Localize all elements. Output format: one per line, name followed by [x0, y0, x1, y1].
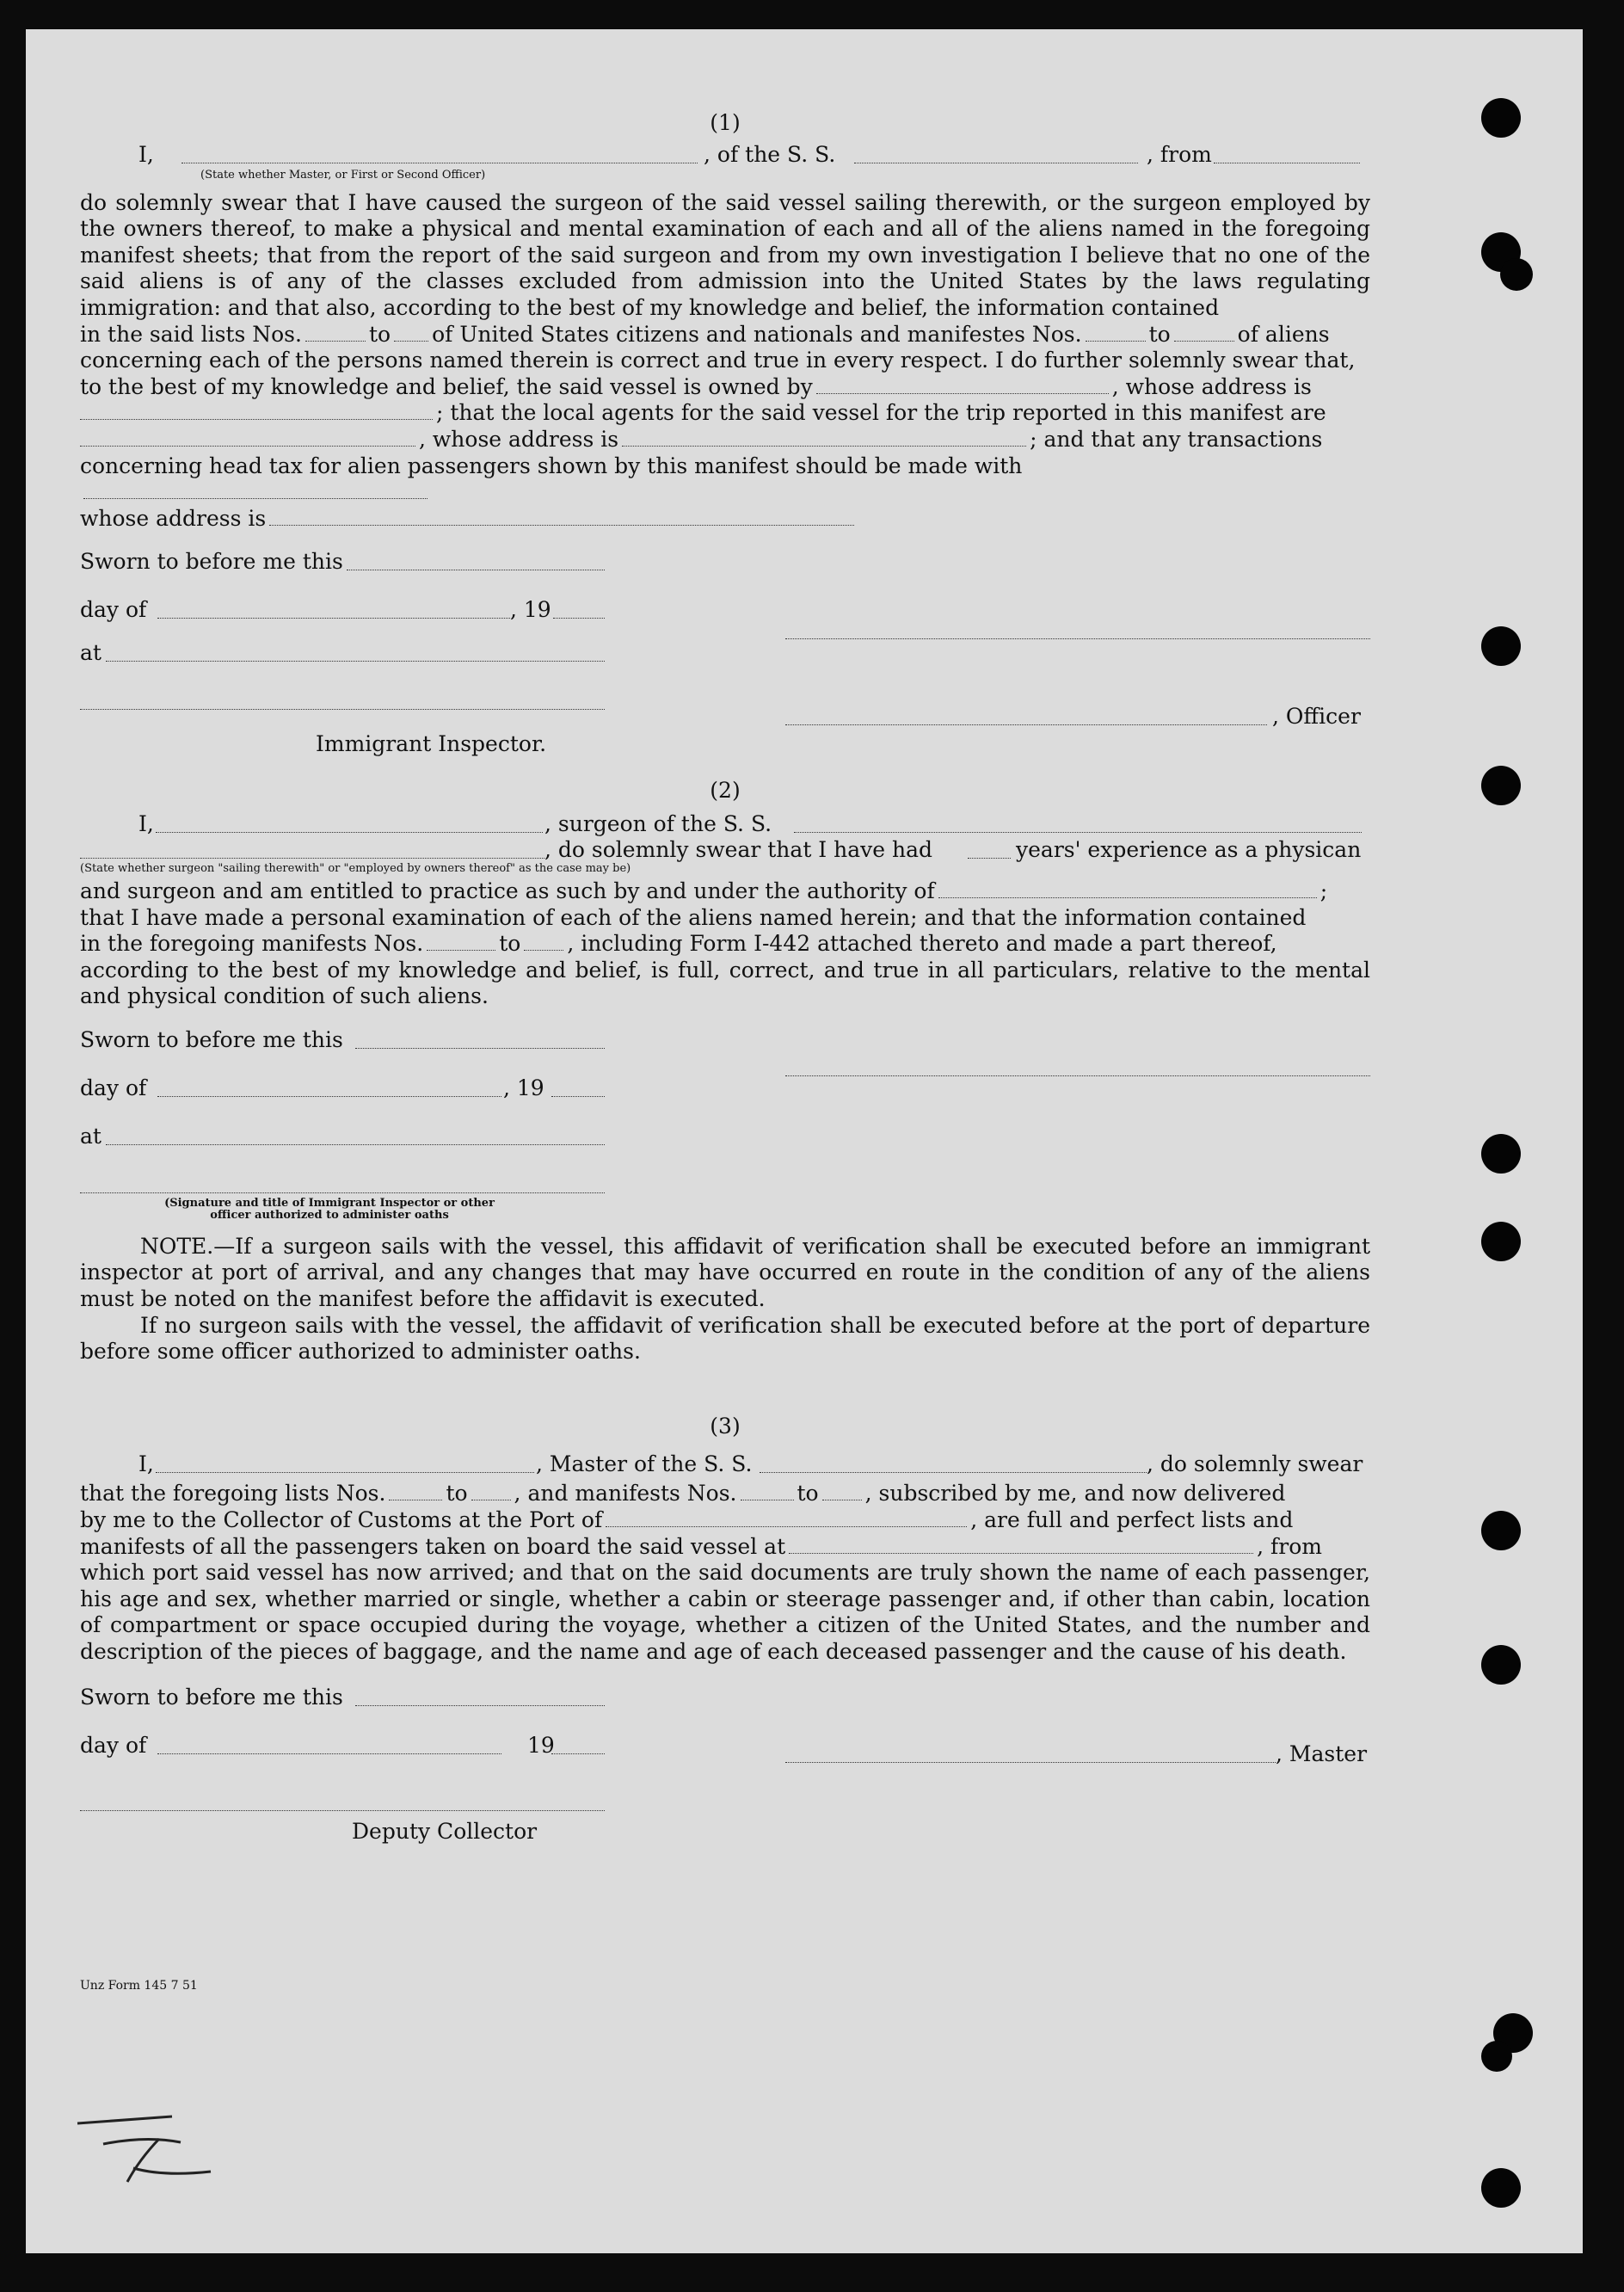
surgeon-paragraph: that I have made a personal examination of each of the aliens named herein; and that the information contained — [80, 904, 1307, 930]
binder-hole — [1481, 2041, 1512, 2072]
sworn-month-field[interactable] — [157, 597, 510, 619]
ship-name-field-2[interactable] — [794, 811, 1362, 833]
sworn-label: Sworn to before me this — [80, 1684, 343, 1710]
sworn-year-field[interactable] — [553, 597, 605, 619]
year-label: , 19 — [503, 1075, 544, 1100]
list-from-field[interactable] — [305, 322, 366, 342]
collector-signature-line[interactable] — [80, 1790, 605, 1811]
manifest-to-field[interactable] — [1174, 322, 1234, 342]
oath-lead: I, — [138, 810, 154, 836]
years-field[interactable] — [968, 837, 1011, 859]
inspector-signature-line[interactable] — [80, 688, 605, 710]
owner-field[interactable] — [816, 374, 1109, 394]
year-label: , 19 — [510, 597, 551, 623]
list-to-field-3[interactable] — [471, 1481, 511, 1500]
headtax-address-field[interactable] — [269, 506, 854, 526]
sworn-day-field-2[interactable] — [355, 1027, 605, 1049]
manifest-to-field-2[interactable] — [524, 931, 563, 951]
sworn-place-field-2[interactable] — [106, 1124, 605, 1145]
agents-field[interactable] — [80, 427, 415, 447]
binder-hole — [1481, 2168, 1521, 2208]
sworn-month-field-3[interactable] — [157, 1733, 501, 1754]
binder-hole — [1481, 1645, 1521, 1685]
collector-line: by me to the Collector of Customs at the Port of , are full and perfect lists and — [80, 1507, 1294, 1533]
master-signature-line[interactable] — [785, 1741, 1276, 1763]
embark-port-field[interactable] — [789, 1534, 1253, 1554]
authority-field[interactable] — [938, 878, 1317, 898]
ship-name-field[interactable] — [854, 142, 1138, 163]
officer-rank-note: (State whether Master, or First or Second Officer) — [200, 168, 486, 182]
sworn-day-field[interactable] — [347, 549, 605, 570]
sworn-day-field-3[interactable] — [355, 1685, 605, 1706]
headtax-address-line: whose address is — [80, 506, 1370, 533]
from-label: , from — [1147, 141, 1212, 167]
of-ship-label: , of the S. S. — [704, 141, 836, 167]
binder-hole — [1481, 98, 1521, 138]
surgeon-signature-line[interactable] — [785, 1055, 1370, 1076]
signature-note: (Signature and title of Immigrant Inspector or other officer authorized to administer oaths — [164, 1196, 495, 1222]
from-port-field[interactable] — [1214, 142, 1360, 163]
manifest-from-field-3[interactable] — [741, 1481, 794, 1500]
binder-hole — [1481, 766, 1521, 805]
sworn-place-field[interactable] — [106, 640, 605, 662]
pen-mark — [69, 2108, 232, 2194]
sworn-year-field-3[interactable] — [551, 1733, 605, 1754]
inspector-label: Immigrant Inspector. — [316, 731, 547, 757]
surgeon-of-label: , surgeon of the S. S. — [544, 810, 772, 836]
swear-label: , do solemnly swear that I have had — [544, 836, 933, 862]
owner-line: to the best of my knowledge and belief, the said vessel is owned by , whose address is — [80, 373, 1312, 399]
sworn-label: Sworn to before me this — [80, 549, 343, 575]
binder-hole — [1481, 626, 1521, 666]
agents-line: ; that the local agents for the said vessel for the trip reported in this manifest are — [80, 400, 1370, 427]
headtax-line: concerning head tax for alien passengers shown by this manifest should be made with — [80, 453, 1370, 506]
surgeon-status-note: (State whether surgeon "sailing therewith" or "employed by owners thereof" as the case may be) — [80, 861, 631, 875]
master-name-field[interactable] — [156, 1451, 534, 1473]
day-of-label: day of — [80, 1732, 147, 1758]
binder-hole — [1481, 1222, 1521, 1261]
agents-address-line: , whose address is ; and that any transactions — [80, 427, 1370, 453]
years-label: years' experience as a physican — [1016, 836, 1362, 862]
oath-lead: I, — [138, 1451, 154, 1477]
surgeon-name-field[interactable] — [156, 811, 543, 833]
binder-hole — [1481, 1511, 1521, 1550]
oath-paragraph: do solemnly swear that I have caused the surgeon of the said vessel sailing therewith, or the surgeon employed by the owners thereof, to make a physical and mental examination of each and all of the aliens named in the foregoing manifest sheets; that from the report of the said surgeon and from my own investigation I believe that no one of the said aliens is of any of the classes excluded from admission into the United States by the laws regulating immigration: and that also, according to the best of my knowledge and belief, the information contained — [80, 189, 1370, 320]
list-to-field[interactable] — [394, 322, 428, 342]
year-label: 19 — [527, 1732, 555, 1758]
agents-address-field[interactable] — [622, 427, 1026, 447]
day-of-label: day of — [80, 1075, 147, 1100]
embark-line: manifests of all the passengers taken on board the said vessel at , from — [80, 1533, 1322, 1559]
binder-hole — [1500, 258, 1533, 291]
note-paragraph: NOTE.—If a surgeon sails with the vessel, this affidavit of verification shall be executed before an immigrant inspector at port of arrival, and any changes that may have occurred en route in the condition of any of the aliens must be noted on the manifest before the affidavit is executed. — [80, 1233, 1370, 1312]
lists-line: in the said lists Nos. to of United States citizens and nationals and manifestes Nos. to of aliens — [80, 321, 1330, 347]
headtax-contact-field[interactable] — [83, 479, 428, 499]
sworn-year-field-2[interactable] — [551, 1075, 605, 1097]
officer-signature-line[interactable] — [785, 704, 1267, 725]
inspector-signature-line-2[interactable] — [80, 1172, 605, 1193]
form-number: Unz Form 145 7 51 — [80, 1979, 198, 1993]
note-paragraph-2: If no surgeon sails with the vessel, the affidavit of verification shall be executed before at the port of departure before some officer authorized to administer oaths. — [80, 1312, 1370, 1365]
day-of-label: day of — [80, 597, 147, 623]
authority-line: and surgeon and am entitled to practice as such by and under the authority of ; — [80, 878, 1328, 903]
section-number: (2) — [710, 778, 741, 804]
officer-label: , Officer — [1272, 704, 1361, 730]
oath-paragraph-cont: concerning each of the persons named therein is correct and true in every respect. I do further solemnly swear that, — [80, 348, 1356, 373]
at-label: at — [80, 640, 102, 666]
surgeon-status-field[interactable] — [80, 837, 544, 859]
swear-label: , do solemnly swear — [1147, 1451, 1363, 1477]
surgeon-manifest-line: in the foregoing manifests Nos. to , including Form I-442 attached thereto and made a part thereof, — [80, 931, 1277, 957]
officer-name-field[interactable] — [181, 142, 698, 163]
affidavit-sheet — [80, 103, 1370, 1848]
at-label: at — [80, 1123, 102, 1149]
port-field[interactable] — [606, 1507, 967, 1527]
sworn-month-field-2[interactable] — [157, 1075, 501, 1097]
ship-name-field-3[interactable] — [760, 1451, 1147, 1473]
master-of-label: , Master of the S. S. — [536, 1451, 753, 1477]
officer-signature-line-1[interactable] — [785, 618, 1370, 639]
manifest-to-field-3[interactable] — [822, 1481, 862, 1500]
surgeon-paragraph-cont: according to the best of my knowledge and belief, is full, correct, and true in all particulars, relative to the mental and physical condition of such aliens. — [80, 957, 1370, 1009]
manifest-from-field[interactable] — [1086, 322, 1146, 342]
master-paragraph: which port said vessel has now arrived; and that on the said documents are truly shown the name of each passenger, his age and sex, whether married or single, whether a cabin or steerage passenger and, if other than cabin, location of compartment or space occupied during the voyage, whether a citizen of the United States, and the number and description of the pieces of baggage, and the name and age of each deceased passenger and the cause of his death. — [80, 1560, 1370, 1664]
master-label: , Master — [1276, 1741, 1368, 1766]
collector-label: Deputy Collector — [352, 1818, 538, 1844]
manifest-from-field-2[interactable] — [427, 931, 495, 951]
oath-lead: I, — [138, 141, 154, 167]
owner-address-field[interactable] — [80, 400, 433, 420]
section-number: (3) — [710, 1413, 741, 1439]
binder-hole — [1481, 1134, 1521, 1174]
master-lists-line: that the foregoing lists Nos. to , and manifests Nos. to , subscribed by me, and now delivered — [80, 1481, 1286, 1506]
list-from-field-3[interactable] — [389, 1481, 442, 1500]
sworn-label: Sworn to before me this — [80, 1026, 343, 1052]
section-number: (1) — [710, 110, 741, 135]
